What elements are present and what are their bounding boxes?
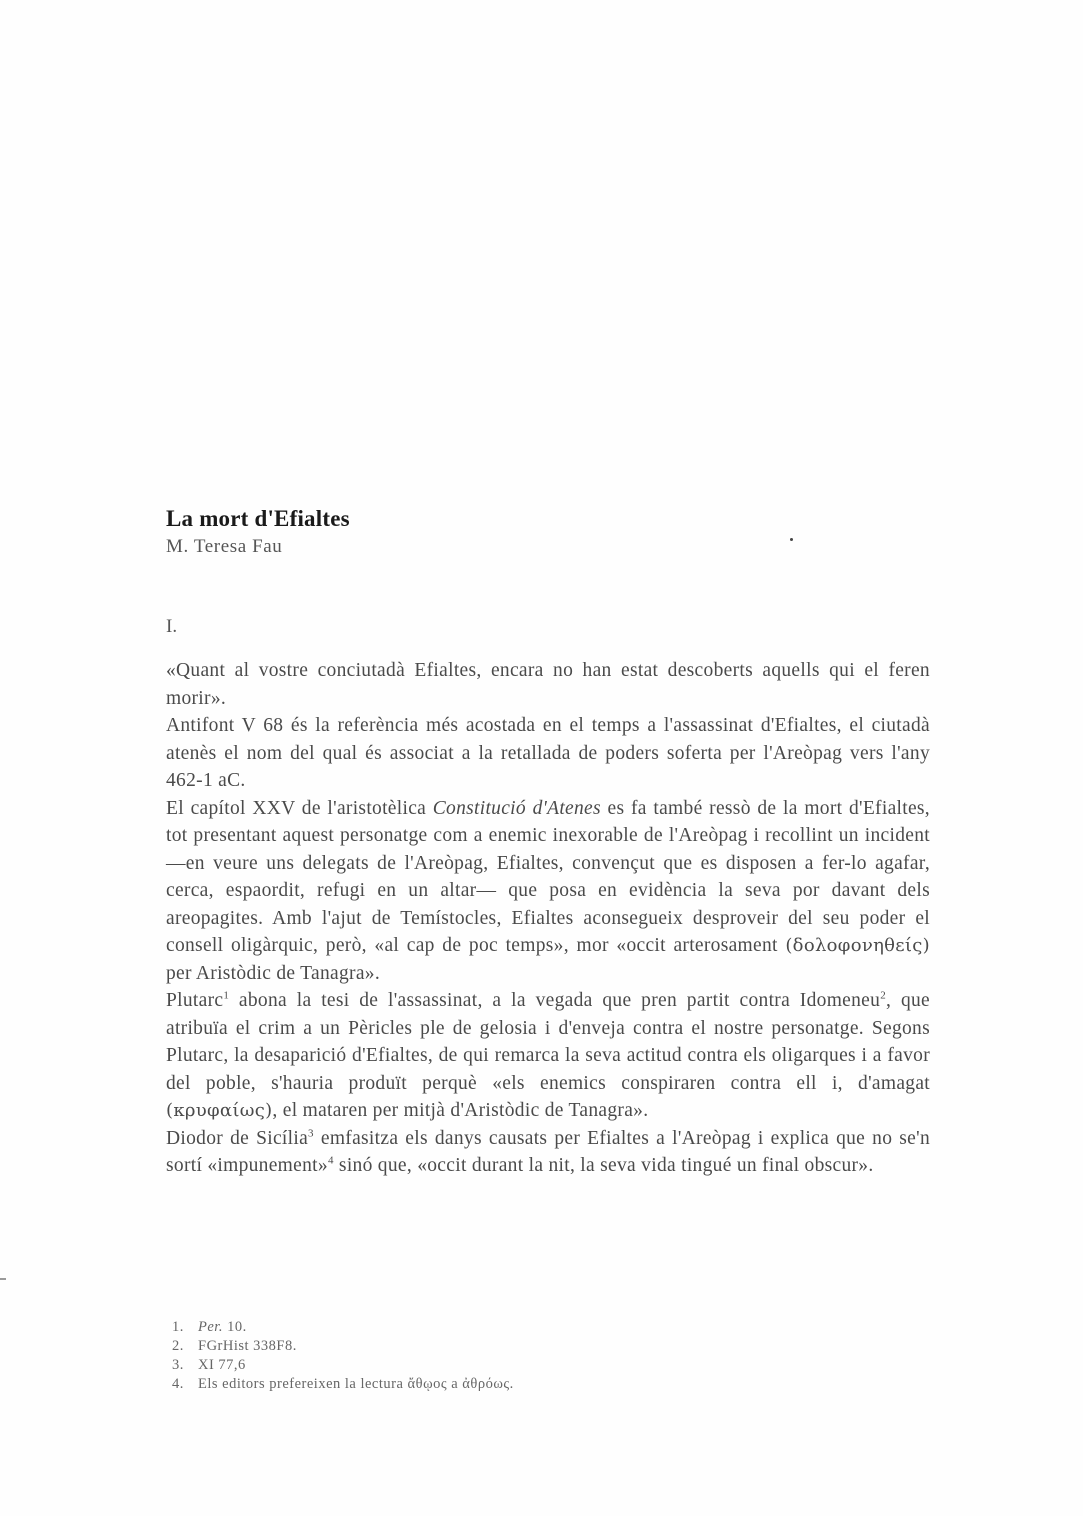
paragraph-4-text-b: abona la tesi de l'assassinat, a la vegada que pren partit contra Idomeneu — [229, 990, 881, 1011]
footnote-text: Els editors prefereixen la lectura ἄθῳος a ἀθρόως. — [198, 1376, 514, 1392]
paragraph-4-text-c: , que atribuïa el crim a un Pèricles ple de gelosia i d'enveja contra el nostre personatge. Segons Plutarc, la desaparició d'Efialtes, de qui remarca la seva actitud contra els oligarques i a favor del poble, s'hauria produït perquè «els enemics conspiraren contra ell i, d'amagat — [166, 990, 930, 1094]
paragraph-5-text-c: sinó que, «occit durant la nit, la seva vida tingué un final obscur». — [333, 1155, 874, 1176]
footnote-item — [172, 1375, 872, 1394]
footnote-number: 1. — [172, 1319, 184, 1335]
paragraph-5 — [166, 1125, 930, 1180]
paragraph-4 — [166, 987, 930, 1125]
article-author: M. Teresa Fau — [166, 536, 283, 557]
paragraph-3 — [166, 795, 930, 988]
footnote-ref-1: 1 — [223, 989, 230, 1002]
article-title: La mort d'Efialtes — [166, 506, 350, 531]
body-text — [166, 657, 930, 1180]
article — [166, 505, 930, 1180]
paragraph-4-text-a: Plutarc — [166, 990, 224, 1011]
footnote-text: 10. — [222, 1319, 247, 1335]
paragraph-1: «Quant al vostre conciutadà Efialtes, encara no han estat descoberts aquells qui el feren morir». — [166, 660, 930, 709]
paragraph-3-text-b: es fa també ressò de la mort d'Efialtes, tot presentant aquest personatge com a enemic inexorable de l'Areòpag i recollint un incident —en veure uns delegats de l'Areòpag, Efialtes, convençut que es disposen a fer-lo agafar, cerca, espaordit, refugi en un altar— que posa en evidència la seva por davant dels areopagites. Amb l'ajut de Temístocles, Efialtes aconsegueix desproveir del seu poder el consell oligàrquic, però, «al cap de poc temps», mor «occit arterosament — [166, 797, 930, 956]
paragraph-4-text-d: , el mataren per mitjà d'Aristòdic de Tanagra». — [272, 1100, 649, 1121]
footnote-ref-4: 4 — [327, 1154, 334, 1167]
paragraph-3-text-a: El capítol XXV de l'aristotèlica — [166, 797, 433, 819]
footnote-text: FGrHist 338F8. — [198, 1338, 297, 1354]
section-number: I. — [166, 616, 178, 637]
greek-word: (δολοφονηθείς) — [785, 935, 930, 956]
paragraph-5-text-b: emfasitza els danys causats per Efialtes a l'Areòpag i explica que no se'n sortí «impunement» — [166, 1127, 930, 1176]
edge-mark — [0, 1278, 6, 1280]
paragraph-5-text-a: Diodor de Sicília — [166, 1127, 309, 1149]
footnote-ref-2: 2 — [880, 989, 886, 1002]
paragraph-3-text-c: per Aristòdic de Tanagra». — [166, 962, 381, 984]
footnote-number: 3. — [172, 1357, 184, 1373]
footnote-item — [172, 1356, 872, 1375]
footnotes — [172, 1318, 872, 1394]
footnote-text: XI 77,6 — [198, 1357, 246, 1373]
paragraph-2: Antifont V 68 és la referència més acostada en el temps a l'assassinat d'Efialtes, el ciutadà atenès el nom del qual és associat a la retallada de poders soferta per l'Areòpag vers l'any 462-1 aC. — [166, 715, 930, 791]
footnote-item — [172, 1318, 872, 1337]
footnote-number: 4. — [172, 1376, 184, 1392]
footnote-number: 2. — [172, 1338, 184, 1354]
footnote-italic: Per. — [198, 1319, 223, 1335]
footnote-ref-3: 3 — [308, 1127, 314, 1139]
footnote-item — [172, 1337, 872, 1356]
greek-word: (κρυφαίως) — [166, 1100, 273, 1121]
work-title-italic: Constitució d'Atenes — [432, 797, 601, 819]
